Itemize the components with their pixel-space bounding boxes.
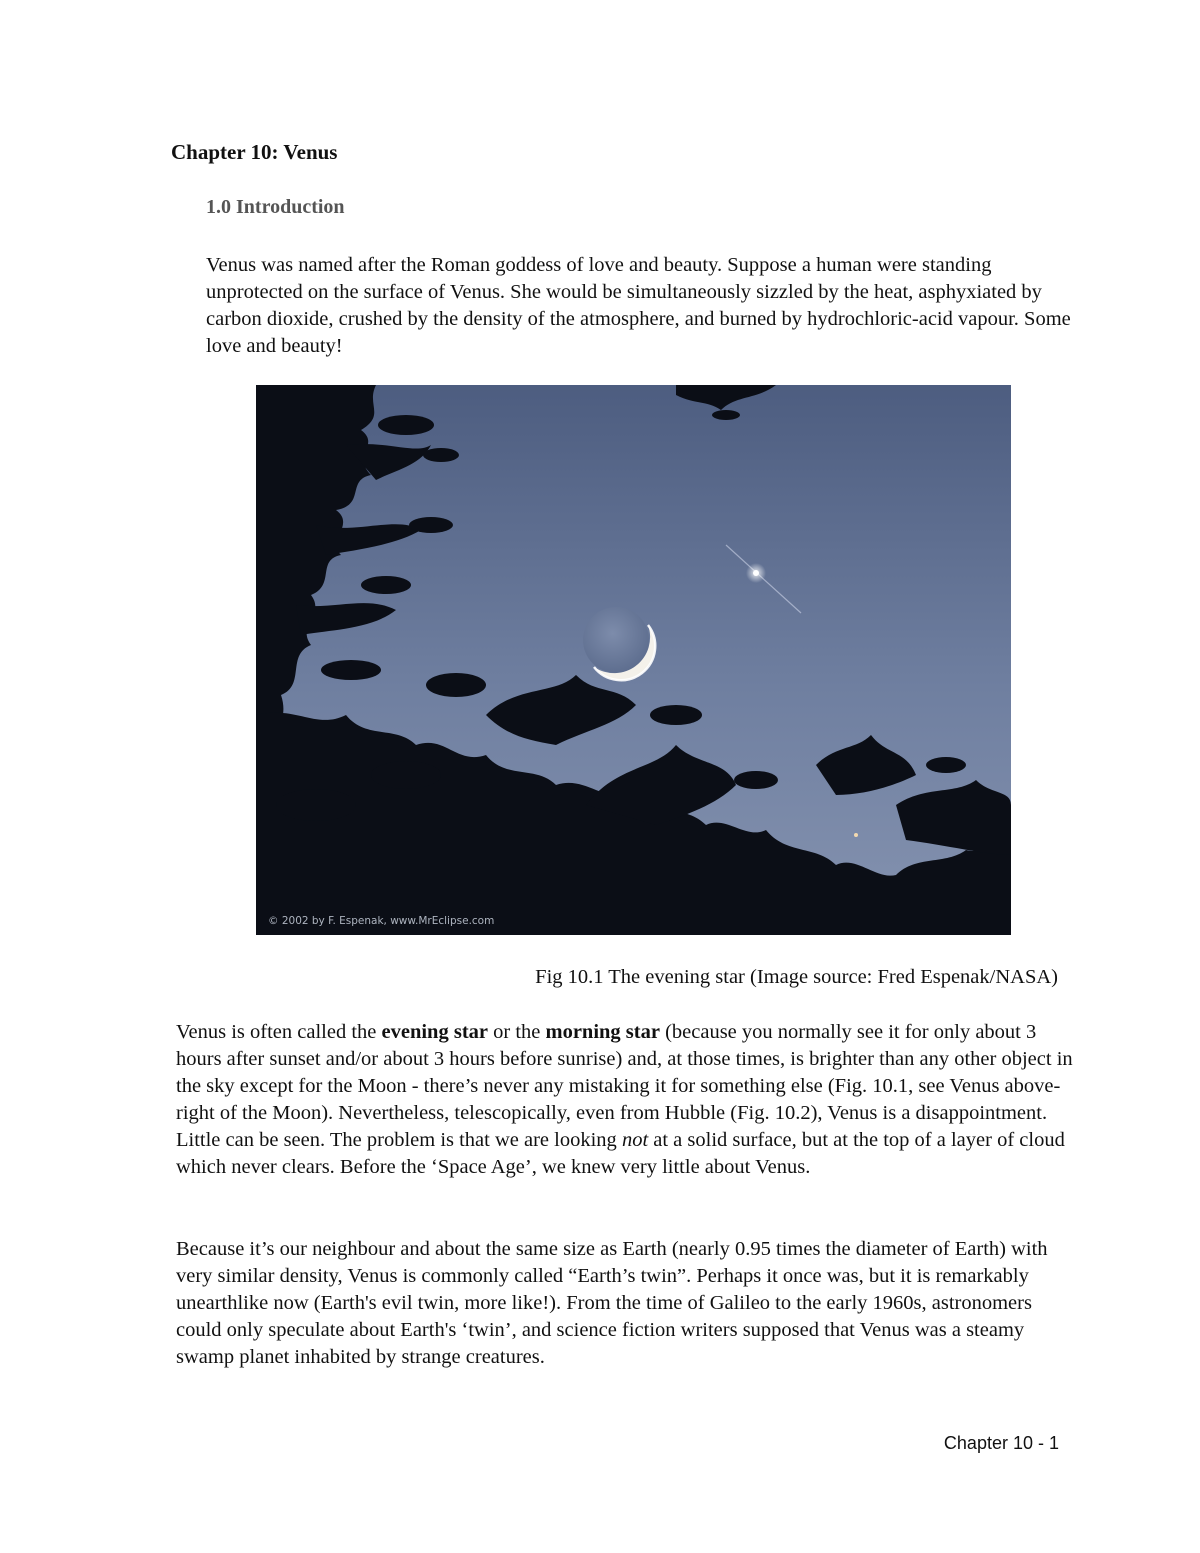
chapter-title: Chapter 10: Venus [171,140,338,164]
faint-planet [854,833,858,837]
text-span: Venus is often called the [176,1021,382,1043]
intro-paragraph: Venus was named after the Roman goddess of love and beauty. Suppose a human were standing unprotected on the surface of Venus. She would be simultaneously sizzled by the heat, asphyxiated by carbon dioxide, crushed by the density of the atmosphere, and burned by hydrochloric-acid vapour. Some love and beauty! [206,254,1071,357]
evening-star-term: evening star [381,1021,488,1043]
section-heading: 1.0 Introduction [206,196,345,218]
page-footer: Chapter 10 - 1 [943,1433,1059,1453]
photo-credit: © 2002 by F. Espenak, www.MrEclipse.com [268,915,495,927]
text-span: (because you normally see it for only about 3 hours after sunset and/or about 3 hours before sunrise) and, at those times, is brighter than any other object in the sky except for the Moon - there’s never any mistaking it for something else (Fig. 10.1, see Venus above-right of the Moon). Nevertheless, telescopically, even from Hubble (Fig. 10.2), Venus is a disappointment. Little can be seen. The problem is that we are looking [176,1021,1073,1151]
morning-star-term: morning star [545,1021,660,1043]
photo-illustration [256,385,1011,935]
paragraph-evening-star [176,1019,1076,1181]
figure-caption: Fig 10.1 The evening star (Image source: Fred Espenak/NASA) [535,966,1058,988]
text-span: at a solid surface, but at the top of a layer of cloud which never clears. Before the ‘Space Age’, we knew very little about Venus. [176,1129,1065,1178]
paragraph-earths-twin: Because it’s our neighbour and about the same size as Earth (nearly 0.95 times the diameter of Earth) with very similar density, Venus is commonly called “Earth’s twin”. Perhaps it once was, but it is remarkably unearthlike now (Earth's evil twin, more like!). From the time of Galileo to the early 1960s, astronomers could only speculate about Earth's ‘twin’, and science fiction writers supposed that Venus was a steamy swamp planet inhabited by strange creatures. [176,1238,1048,1368]
emphasis-not: not [621,1129,649,1151]
text-span: or the [488,1021,546,1043]
evening-star-photo [256,385,1011,935]
